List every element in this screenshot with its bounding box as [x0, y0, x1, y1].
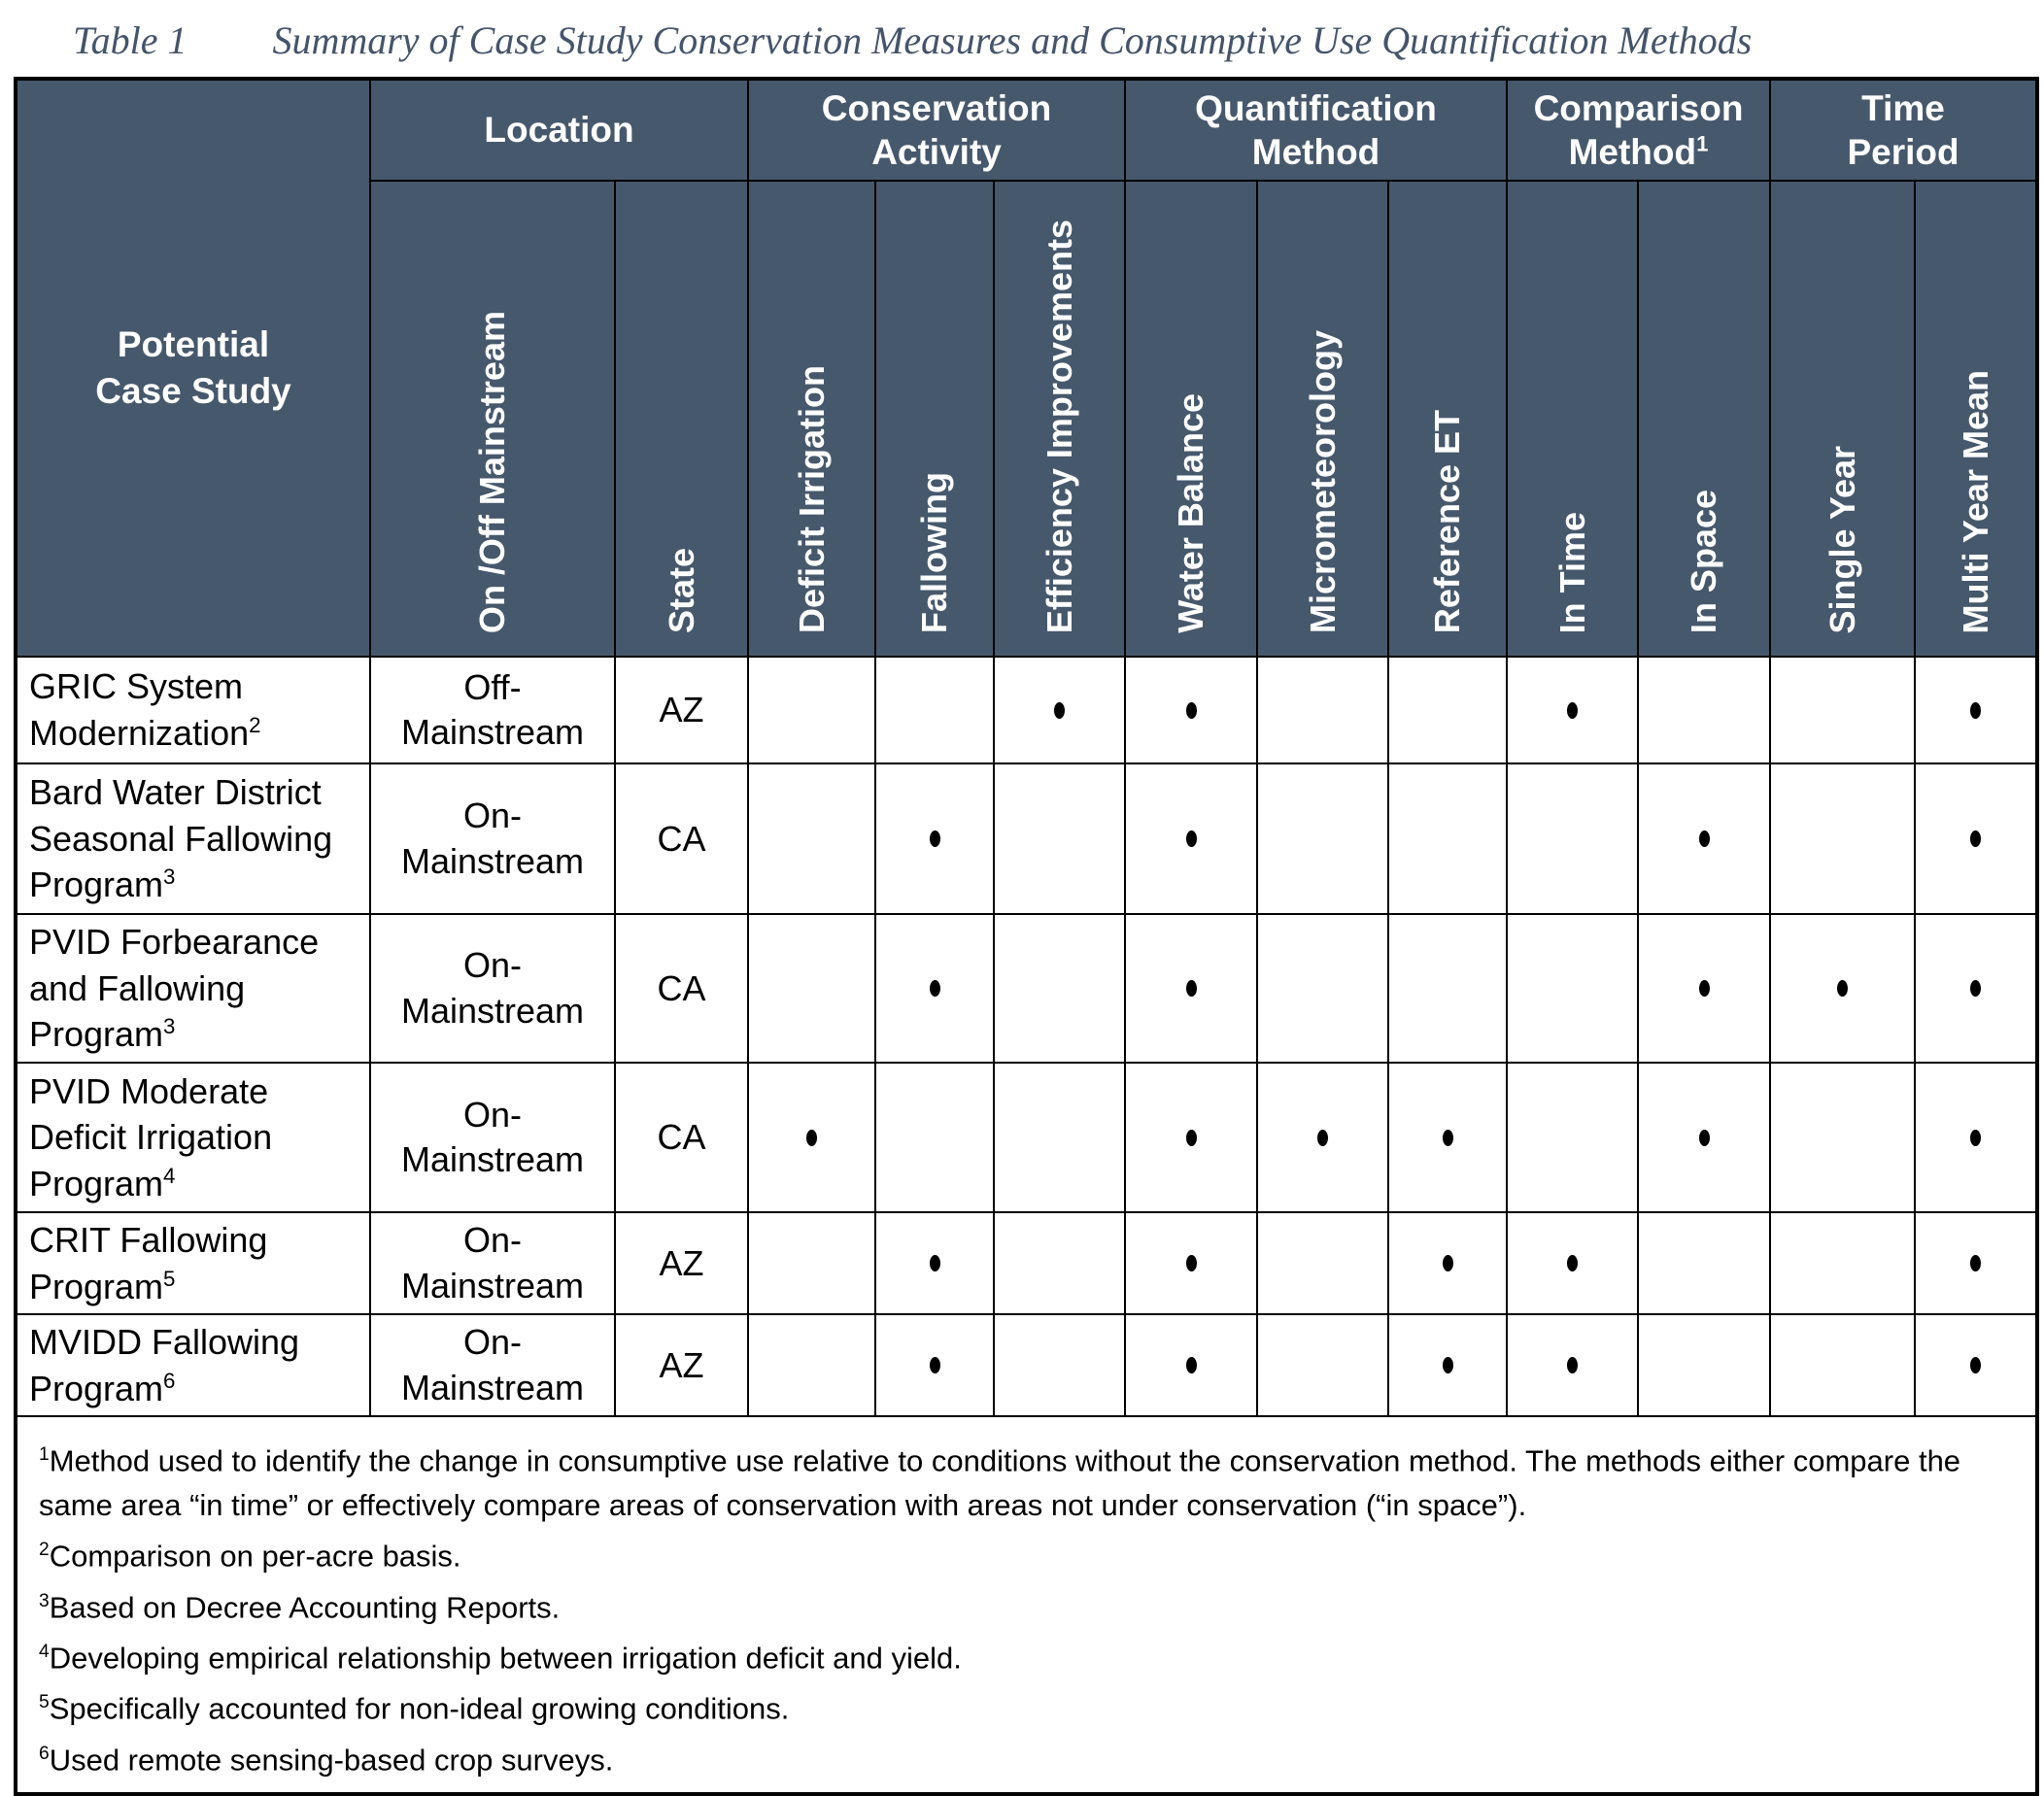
marker-cell-efficiency-improvements	[994, 1212, 1125, 1314]
marker-cell-deficit-irrigation	[748, 914, 875, 1063]
column-header-label: Micrometeorology	[1302, 329, 1343, 633]
column-header-label: State	[661, 547, 701, 633]
marker-cell-single-year	[1770, 657, 1915, 763]
marker-cell-water-balance	[1125, 763, 1257, 914]
presence-dot	[1317, 1130, 1328, 1146]
column-header-deficit-irrigation	[748, 181, 875, 657]
state-cell: AZ	[615, 1314, 748, 1416]
marker-cell-multi-year-mean	[1915, 657, 2037, 763]
column-header-in-time	[1507, 181, 1638, 657]
column-header-state	[615, 181, 748, 657]
presence-dot	[1970, 1130, 1981, 1146]
case-study-name-cell: PVID Forbearance and Fallowing Program$^3$	[16, 914, 370, 1063]
table-row-gric-system-modernization	[16, 657, 2037, 763]
superscript: 3	[163, 864, 176, 890]
presence-dot	[1567, 702, 1578, 719]
marker-cell-single-year	[1770, 1314, 1915, 1416]
presence-dot	[806, 1130, 817, 1146]
marker-cell-micrometeorology	[1257, 914, 1388, 1063]
marker-cell-micrometeorology	[1257, 657, 1388, 763]
marker-cell-multi-year-mean	[1915, 763, 2037, 914]
column-header-label: In Time	[1551, 511, 1592, 633]
footnote-row	[16, 1416, 2037, 1794]
marker-cell-water-balance	[1125, 1314, 1257, 1416]
location-cell	[370, 1063, 615, 1212]
superscript: 1	[1696, 131, 1709, 156]
superscript: 3	[39, 1590, 50, 1611]
footnote-2: $^2$Comparison on per-acre basis.	[39, 1539, 461, 1574]
presence-dot	[930, 980, 940, 997]
group-header-comparison-method	[1507, 79, 1770, 181]
group-header-label: Comparison Method$^1$	[1533, 87, 1744, 172]
marker-cell-in-time	[1507, 657, 1638, 763]
table-footnotes	[16, 1416, 2037, 1794]
presence-dot	[1970, 980, 1981, 997]
group-header-label: Time Period	[1847, 87, 1959, 172]
case-study-name-cell: Bard Water District Seasonal Fallowing Program$^3$	[16, 763, 370, 914]
case-study-name-cell: PVID Moderate Deficit Irrigation Program$^4$	[16, 1063, 370, 1212]
marker-cell-reference-et	[1388, 1212, 1507, 1314]
marker-cell-reference-et	[1388, 763, 1507, 914]
location-cell	[370, 1212, 615, 1314]
location-value: On-Mainstream	[400, 1322, 585, 1407]
marker-cell-water-balance	[1125, 657, 1257, 763]
footnotes-cell	[16, 1416, 2037, 1794]
presence-dot	[1970, 702, 1981, 719]
marker-cell-single-year	[1770, 1212, 1915, 1314]
column-header-fallowing	[875, 181, 994, 657]
presence-dot	[1970, 830, 1981, 847]
marker-cell-efficiency-improvements	[994, 914, 1125, 1063]
marker-cell-multi-year-mean	[1915, 1063, 2037, 1212]
marker-cell-in-space	[1638, 763, 1770, 914]
location-cell	[370, 1314, 615, 1416]
marker-cell-reference-et	[1388, 1314, 1507, 1416]
presence-dot	[1443, 1357, 1453, 1373]
table-caption	[0, 0, 2044, 63]
location-value: On-Mainstream	[400, 945, 585, 1031]
marker-cell-in-time	[1507, 763, 1638, 914]
column-header-water-balance	[1125, 181, 1257, 657]
marker-cell-in-space	[1638, 1314, 1770, 1416]
corner-header-label: Potential Case Study	[95, 323, 291, 411]
table-header	[16, 79, 2037, 657]
presence-dot	[1186, 1255, 1197, 1271]
table-row-pvid-forbearance-and-fallowing-program	[16, 914, 2037, 1063]
presence-dot	[1054, 702, 1065, 719]
superscript: 1	[39, 1444, 50, 1466]
marker-cell-single-year	[1770, 1063, 1915, 1212]
case-study-name-cell: GRIC System Modernization$^2$	[16, 657, 370, 763]
superscript: 2	[249, 713, 261, 737]
superscript: 5	[163, 1266, 176, 1291]
superscript: 6	[163, 1368, 176, 1393]
presence-dot	[1443, 1130, 1453, 1146]
location-value: Off-Mainstream	[400, 666, 585, 752]
marker-cell-in-time	[1507, 914, 1638, 1063]
marker-cell-water-balance	[1125, 914, 1257, 1063]
presence-dot	[1699, 980, 1710, 997]
marker-cell-multi-year-mean	[1915, 1212, 2037, 1314]
table-row-mvidd-fallowing-program	[16, 1314, 2037, 1416]
superscript: 4	[163, 1163, 176, 1188]
presence-dot	[1186, 1130, 1197, 1146]
marker-cell-in-time	[1507, 1212, 1638, 1314]
marker-cell-multi-year-mean	[1915, 1314, 2037, 1416]
marker-cell-fallowing	[875, 1063, 994, 1212]
column-header-on-off-mainstream	[370, 181, 615, 657]
marker-cell-deficit-irrigation	[748, 657, 875, 763]
presence-dot	[1970, 1255, 1981, 1271]
group-header-quantification-method	[1125, 79, 1507, 181]
state-cell: AZ	[615, 657, 748, 763]
marker-cell-efficiency-improvements	[994, 1314, 1125, 1416]
marker-cell-efficiency-improvements	[994, 763, 1125, 914]
group-header-time-period	[1770, 79, 2037, 181]
location-value: On-Mainstream	[400, 1094, 585, 1179]
marker-cell-micrometeorology	[1257, 763, 1388, 914]
footnote-5: $^5$Specifically accounted for non-ideal growing conditions.	[39, 1691, 790, 1726]
footnote-4: $^4$Developing empirical relationship between irrigation deficit and yield.	[39, 1641, 962, 1676]
marker-cell-efficiency-improvements	[994, 657, 1125, 763]
marker-cell-water-balance	[1125, 1063, 1257, 1212]
table-row-bard-water-district-seasonal-fallowing-program	[16, 763, 2037, 914]
marker-cell-deficit-irrigation	[748, 1212, 875, 1314]
footnote-3: $^3$Based on Decree Accounting Reports.	[39, 1590, 561, 1625]
presence-dot	[930, 830, 940, 847]
marker-cell-reference-et	[1388, 1063, 1507, 1212]
column-header-label: Water Balance	[1171, 393, 1211, 633]
presence-dot	[1699, 1130, 1710, 1146]
case-study-name-cell: MVIDD Fallowing Program$^6$	[16, 1314, 370, 1416]
location-value: On-Mainstream	[400, 796, 585, 881]
location-value: On-Mainstream	[400, 1220, 585, 1305]
marker-cell-in-space	[1638, 1063, 1770, 1212]
marker-cell-micrometeorology	[1257, 1314, 1388, 1416]
column-header-multi-year-mean	[1915, 181, 2037, 657]
group-header-location	[370, 79, 748, 181]
column-header-efficiency-improvements	[994, 181, 1125, 657]
marker-cell-fallowing	[875, 1314, 994, 1416]
marker-cell-deficit-irrigation	[748, 763, 875, 914]
column-header-label: Deficit Irrigation	[791, 364, 832, 633]
state-cell: CA	[615, 1063, 748, 1212]
footnote-6: $^6$Used remote sensing-based crop surveys.	[39, 1743, 614, 1778]
marker-cell-single-year	[1770, 914, 1915, 1063]
marker-cell-in-space	[1638, 1212, 1770, 1314]
marker-cell-micrometeorology	[1257, 1212, 1388, 1314]
marker-cell-micrometeorology	[1257, 1063, 1388, 1212]
footnote-1: $^1$Method used to identify the change in consumptive use relative to conditions without the conservation method. The methods either compare the same area “in time” or effectively compare areas of conservation with areas not under conservation (“in space”).	[39, 1443, 1961, 1523]
marker-cell-fallowing	[875, 657, 994, 763]
group-header-label: Conservation Activity	[821, 87, 1052, 172]
presence-dot	[1970, 1357, 1981, 1373]
presence-dot	[1186, 830, 1197, 847]
marker-cell-deficit-irrigation	[748, 1063, 875, 1212]
presence-dot	[1567, 1357, 1578, 1373]
marker-cell-in-space	[1638, 657, 1770, 763]
marker-cell-fallowing	[875, 914, 994, 1063]
column-header-single-year	[1770, 181, 1915, 657]
column-header-label: Reference ET	[1427, 409, 1468, 633]
column-header-micrometeorology	[1257, 181, 1388, 657]
state-cell: AZ	[615, 1212, 748, 1314]
column-header-reference-et	[1388, 181, 1507, 657]
table-number: Table 1	[73, 18, 187, 62]
column-header-label: Efficiency Improvements	[1039, 219, 1079, 633]
presence-dot	[1443, 1255, 1453, 1271]
presence-dot	[1699, 830, 1710, 847]
marker-cell-efficiency-improvements	[994, 1063, 1125, 1212]
presence-dot	[1186, 1357, 1197, 1373]
header-group-row	[16, 79, 2037, 181]
superscript: 4	[39, 1642, 50, 1663]
column-header-label: On /Off Mainstream	[472, 310, 512, 633]
location-cell	[370, 763, 615, 914]
state-cell: CA	[615, 914, 748, 1063]
column-header-label: Multi Year Mean	[1955, 369, 1995, 633]
column-header-label: Single Year	[1822, 445, 1862, 633]
presence-dot	[930, 1357, 940, 1373]
marker-cell-reference-et	[1388, 657, 1507, 763]
group-header-label: Quantification Method	[1195, 87, 1437, 172]
group-header-conservation-activity	[748, 79, 1125, 181]
marker-cell-fallowing	[875, 763, 994, 914]
group-header-label: Location	[484, 110, 634, 151]
column-header-in-space	[1638, 181, 1770, 657]
column-header-label: Fallowing	[914, 472, 955, 633]
table-title: Summary of Case Study Conservation Measures and Consumptive Use Quantification Methods	[272, 18, 1753, 62]
table-row-pvid-moderate-deficit-irrigation-program	[16, 1063, 2037, 1212]
marker-cell-single-year	[1770, 763, 1915, 914]
superscript: 6	[39, 1743, 50, 1764]
marker-cell-reference-et	[1388, 914, 1507, 1063]
presence-dot	[930, 1255, 940, 1271]
presence-dot	[1567, 1255, 1578, 1271]
marker-cell-deficit-irrigation	[748, 1314, 875, 1416]
superscript: 2	[39, 1540, 50, 1561]
table-body	[16, 657, 2037, 1416]
marker-cell-in-time	[1507, 1063, 1638, 1212]
marker-cell-in-time	[1507, 1314, 1638, 1416]
case-study-summary-table	[14, 77, 2039, 1796]
location-cell	[370, 914, 615, 1063]
location-cell	[370, 657, 615, 763]
case-study-name-cell: CRIT Fallowing Program$^5$	[16, 1212, 370, 1314]
superscript: 5	[39, 1692, 50, 1713]
presence-dot	[1186, 702, 1197, 719]
state-cell: CA	[615, 763, 748, 914]
presence-dot	[1837, 980, 1848, 997]
marker-cell-multi-year-mean	[1915, 914, 2037, 1063]
marker-cell-fallowing	[875, 1212, 994, 1314]
marker-cell-in-space	[1638, 914, 1770, 1063]
corner-header-potential-case-study	[16, 79, 370, 657]
table-row-crit-fallowing-program	[16, 1212, 2037, 1314]
superscript: 3	[163, 1014, 176, 1039]
presence-dot	[1186, 980, 1197, 997]
marker-cell-water-balance	[1125, 1212, 1257, 1314]
column-header-label: In Space	[1684, 489, 1724, 633]
